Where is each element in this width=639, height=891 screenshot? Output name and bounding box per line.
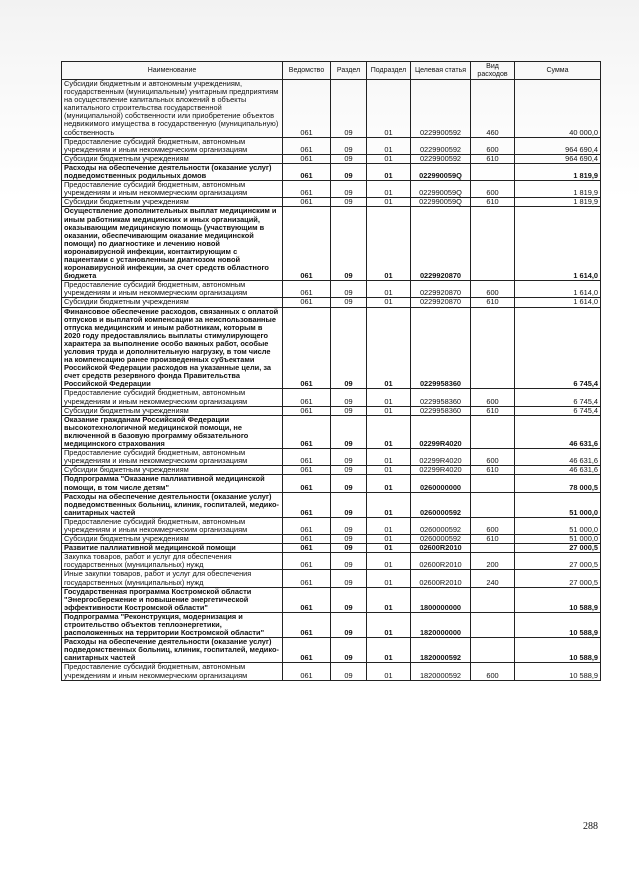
cell-section: 09 xyxy=(331,612,367,637)
cell-type xyxy=(471,475,515,492)
cell-section: 09 xyxy=(331,137,367,154)
cell-subsection: 01 xyxy=(367,466,411,475)
cell-section: 09 xyxy=(331,415,367,448)
cell-type: 600 xyxy=(471,449,515,466)
cell-name: Расходы на обеспечение деятельности (оказание услуг) подведомственных родильных домов xyxy=(62,163,283,180)
header-section: Раздел xyxy=(331,62,367,80)
cell-target: 0229920870 xyxy=(411,207,471,281)
cell-dept: 061 xyxy=(283,137,331,154)
cell-name: Предоставление субсидий бюджетным, автономным учреждениям и иным некоммерческим организациям xyxy=(62,181,283,198)
cell-target: 02600R2010 xyxy=(411,544,471,553)
cell-section: 09 xyxy=(331,570,367,587)
cell-type xyxy=(471,163,515,180)
cell-subsection: 01 xyxy=(367,298,411,307)
cell-section: 09 xyxy=(331,663,367,680)
cell-type: 240 xyxy=(471,570,515,587)
header-target: Целевая статья xyxy=(411,62,471,80)
cell-type: 600 xyxy=(471,181,515,198)
cell-name: Оказание гражданам Российской Федерации высокотехнологичной медицинской помощи, не включенной в базовую программу обязательного медицинского страхования xyxy=(62,415,283,448)
header-name: Наименование xyxy=(62,62,283,80)
cell-dept: 061 xyxy=(283,612,331,637)
cell-section: 09 xyxy=(331,517,367,534)
cell-section: 09 xyxy=(331,553,367,570)
header-subsection: Подраздел xyxy=(367,62,411,80)
header-type: Вид расходов xyxy=(471,62,515,80)
cell-name: Иные закупки товаров, работ и услуг для обеспечения государственных (муниципальных) нужд xyxy=(62,570,283,587)
cell-name: Финансовое обеспечение расходов, связанных с оплатой отпусков и выплатой компенсации за неиспользованные отпуска медицинским и иным работникам, которым в 2020 году предоставлялись выплаты стимулирующего характера за выполнение особо важных работ, особые условия труда и дополнительную нагрузку, в том числе на компенсацию ранее произведенных субъектами Российской Федерации расходов на указанные цели, за счет средств резервного фонда Правительства Российской Федерации xyxy=(62,307,283,389)
cell-type: 460 xyxy=(471,80,515,138)
table-row xyxy=(62,154,601,163)
cell-type xyxy=(471,415,515,448)
cell-dept: 061 xyxy=(283,492,331,517)
cell-target: 1820000592 xyxy=(411,663,471,680)
cell-name: Подпрограмма "Оказание паллиативной медицинской помощи, в том числе детям" xyxy=(62,475,283,492)
cell-target: 1820000592 xyxy=(411,638,471,663)
cell-subsection: 01 xyxy=(367,80,411,138)
cell-sum: 27 000,5 xyxy=(515,553,601,570)
cell-type: 610 xyxy=(471,535,515,544)
table-row xyxy=(62,612,601,637)
cell-dept: 061 xyxy=(283,587,331,612)
cell-sum: 51 000,0 xyxy=(515,535,601,544)
table-header-row xyxy=(62,62,601,80)
table-row xyxy=(62,307,601,389)
cell-sum: 1 614,0 xyxy=(515,281,601,298)
cell-subsection: 01 xyxy=(367,137,411,154)
cell-target: 1800000000 xyxy=(411,587,471,612)
cell-subsection: 01 xyxy=(367,154,411,163)
cell-name: Предоставление субсидий бюджетным, автономным учреждениям и иным некоммерческим организациям xyxy=(62,449,283,466)
cell-target: 02600R2010 xyxy=(411,570,471,587)
cell-sum: 51 000,0 xyxy=(515,492,601,517)
cell-name: Субсидии бюджетным учреждениям xyxy=(62,154,283,163)
cell-sum: 10 588,9 xyxy=(515,612,601,637)
cell-type xyxy=(471,207,515,281)
cell-type: 600 xyxy=(471,663,515,680)
cell-name: Субсидии бюджетным и автономным учреждениям, государственным (муниципальным) унитарным предприятиям на осуществление капитальных вложений в объекты капитального строительства государственной (муниципальной) собственности или приобретение объектов недвижимого имущества в государственную (муниципальную) собственность xyxy=(62,80,283,138)
table-row xyxy=(62,198,601,207)
cell-subsection: 01 xyxy=(367,406,411,415)
cell-sum: 1 614,0 xyxy=(515,207,601,281)
cell-section: 09 xyxy=(331,307,367,389)
cell-section: 09 xyxy=(331,154,367,163)
table-row xyxy=(62,553,601,570)
cell-dept: 061 xyxy=(283,298,331,307)
cell-dept: 061 xyxy=(283,181,331,198)
cell-name: Расходы на обеспечение деятельности (оказание услуг) подведомственных больниц, клиник, госпиталей, медико-санитарных частей xyxy=(62,638,283,663)
cell-target: 02299R4020 xyxy=(411,466,471,475)
cell-name: Субсидии бюджетным учреждениям xyxy=(62,298,283,307)
cell-subsection: 01 xyxy=(367,181,411,198)
cell-section: 09 xyxy=(331,80,367,138)
cell-dept: 061 xyxy=(283,475,331,492)
cell-dept: 061 xyxy=(283,207,331,281)
budget-table xyxy=(61,61,601,681)
cell-type xyxy=(471,544,515,553)
cell-sum: 46 631,6 xyxy=(515,415,601,448)
cell-dept: 061 xyxy=(283,544,331,553)
cell-target: 0260000592 xyxy=(411,517,471,534)
cell-name: Предоставление субсидий бюджетным, автономным учреждениям и иным некоммерческим организациям xyxy=(62,281,283,298)
cell-type xyxy=(471,307,515,389)
cell-name: Осуществление дополнительных выплат медицинским и иным работникам медицинских и иных организаций, оказывающим медицинскую помощь (участвующим в оказании, обеспечивающим оказание медицинской помощи) по диагностике и лечению новой коронавирусной инфекции, контактирующим с пациентами с установленным диагнозом новой коронавирусной инфекции, за счет средств областного бюджета xyxy=(62,207,283,281)
cell-dept: 061 xyxy=(283,553,331,570)
cell-sum: 46 631,6 xyxy=(515,449,601,466)
table-row xyxy=(62,663,601,680)
cell-sum: 1 819,9 xyxy=(515,181,601,198)
cell-target: 0260000592 xyxy=(411,535,471,544)
cell-section: 09 xyxy=(331,181,367,198)
cell-subsection: 01 xyxy=(367,163,411,180)
table-body xyxy=(62,80,601,681)
table-row xyxy=(62,298,601,307)
cell-type xyxy=(471,612,515,637)
cell-sum: 78 000,5 xyxy=(515,475,601,492)
cell-section: 09 xyxy=(331,389,367,406)
table-row xyxy=(62,389,601,406)
header-dept: Ведомство xyxy=(283,62,331,80)
cell-name: Предоставление субсидий бюджетным, автономным учреждениям и иным некоммерческим организациям xyxy=(62,389,283,406)
cell-target: 1820000000 xyxy=(411,612,471,637)
cell-sum: 10 588,9 xyxy=(515,638,601,663)
cell-dept: 061 xyxy=(283,154,331,163)
cell-target: 0229900592 xyxy=(411,137,471,154)
table-row xyxy=(62,163,601,180)
cell-name: Субсидии бюджетным учреждениям xyxy=(62,535,283,544)
cell-target: 0229900592 xyxy=(411,154,471,163)
cell-section: 09 xyxy=(331,207,367,281)
cell-target: 02299R4020 xyxy=(411,449,471,466)
cell-type: 610 xyxy=(471,406,515,415)
cell-subsection: 01 xyxy=(367,415,411,448)
cell-name: Подпрограмма "Реконструкция, модернизация и строительство объектов теплоэнергетики, расположенных на территории Костромской области" xyxy=(62,612,283,637)
cell-sum: 6 745,4 xyxy=(515,307,601,389)
cell-type: 600 xyxy=(471,517,515,534)
header-sum: Сумма xyxy=(515,62,601,80)
cell-type: 200 xyxy=(471,553,515,570)
table-row xyxy=(62,137,601,154)
cell-subsection: 01 xyxy=(367,517,411,534)
cell-type xyxy=(471,492,515,517)
cell-type: 610 xyxy=(471,154,515,163)
cell-sum: 40 000,0 xyxy=(515,80,601,138)
cell-sum: 51 000,0 xyxy=(515,517,601,534)
cell-target: 0229920870 xyxy=(411,298,471,307)
cell-subsection: 01 xyxy=(367,198,411,207)
cell-section: 09 xyxy=(331,492,367,517)
cell-subsection: 01 xyxy=(367,207,411,281)
cell-dept: 061 xyxy=(283,449,331,466)
cell-target: 0260000592 xyxy=(411,492,471,517)
table-row xyxy=(62,492,601,517)
table-row xyxy=(62,535,601,544)
cell-dept: 061 xyxy=(283,663,331,680)
cell-subsection: 01 xyxy=(367,587,411,612)
cell-dept: 061 xyxy=(283,198,331,207)
cell-section: 09 xyxy=(331,544,367,553)
cell-section: 09 xyxy=(331,475,367,492)
cell-sum: 1 819,9 xyxy=(515,198,601,207)
cell-name: Субсидии бюджетным учреждениям xyxy=(62,466,283,475)
cell-type: 600 xyxy=(471,389,515,406)
cell-sum: 1 819,9 xyxy=(515,163,601,180)
cell-name: Субсидии бюджетным учреждениям xyxy=(62,406,283,415)
cell-sum: 6 745,4 xyxy=(515,406,601,415)
table-row xyxy=(62,181,601,198)
cell-subsection: 01 xyxy=(367,544,411,553)
cell-name: Предоставление субсидий бюджетным, автономным учреждениям и иным некоммерческим организациям xyxy=(62,137,283,154)
cell-type: 610 xyxy=(471,298,515,307)
cell-target: 022990059Q xyxy=(411,181,471,198)
page-number: 288 xyxy=(583,821,598,832)
cell-sum: 27 000,5 xyxy=(515,544,601,553)
table-row xyxy=(62,466,601,475)
cell-dept: 061 xyxy=(283,307,331,389)
cell-subsection: 01 xyxy=(367,307,411,389)
cell-dept: 061 xyxy=(283,80,331,138)
cell-sum: 46 631,6 xyxy=(515,466,601,475)
cell-sum: 964 690,4 xyxy=(515,154,601,163)
cell-section: 09 xyxy=(331,163,367,180)
table-row xyxy=(62,570,601,587)
cell-target: 0229958360 xyxy=(411,307,471,389)
cell-type xyxy=(471,587,515,612)
table-row xyxy=(62,517,601,534)
cell-dept: 061 xyxy=(283,389,331,406)
cell-type: 610 xyxy=(471,198,515,207)
cell-sum: 6 745,4 xyxy=(515,389,601,406)
table-row xyxy=(62,544,601,553)
cell-section: 09 xyxy=(331,198,367,207)
table-row xyxy=(62,638,601,663)
cell-target: 022990059Q xyxy=(411,163,471,180)
cell-type: 600 xyxy=(471,281,515,298)
cell-sum: 10 588,9 xyxy=(515,663,601,680)
cell-subsection: 01 xyxy=(367,612,411,637)
table-row xyxy=(62,475,601,492)
cell-name: Развитие паллиативной медицинской помощи xyxy=(62,544,283,553)
cell-type xyxy=(471,638,515,663)
table-row xyxy=(62,207,601,281)
cell-target: 0229958360 xyxy=(411,389,471,406)
cell-dept: 061 xyxy=(283,163,331,180)
cell-subsection: 01 xyxy=(367,389,411,406)
cell-sum: 1 614,0 xyxy=(515,298,601,307)
cell-section: 09 xyxy=(331,466,367,475)
cell-target: 0229958360 xyxy=(411,406,471,415)
cell-target: 0229920870 xyxy=(411,281,471,298)
cell-name: Расходы на обеспечение деятельности (оказание услуг) подведомственных больниц, клиник, госпиталей, медико-санитарных частей xyxy=(62,492,283,517)
cell-sum: 10 588,9 xyxy=(515,587,601,612)
cell-subsection: 01 xyxy=(367,475,411,492)
cell-dept: 061 xyxy=(283,466,331,475)
cell-section: 09 xyxy=(331,406,367,415)
cell-section: 09 xyxy=(331,638,367,663)
cell-name: Предоставление субсидий бюджетным, автономным учреждениям и иным некоммерческим организациям xyxy=(62,663,283,680)
cell-name: Закупка товаров, работ и услуг для обеспечения государственных (муниципальных) нужд xyxy=(62,553,283,570)
cell-section: 09 xyxy=(331,281,367,298)
cell-dept: 061 xyxy=(283,415,331,448)
cell-target: 02299R4020 xyxy=(411,415,471,448)
cell-target: 0229900592 xyxy=(411,80,471,138)
cell-subsection: 01 xyxy=(367,570,411,587)
cell-subsection: 01 xyxy=(367,535,411,544)
cell-subsection: 01 xyxy=(367,492,411,517)
table-row xyxy=(62,587,601,612)
cell-dept: 061 xyxy=(283,570,331,587)
cell-dept: 061 xyxy=(283,281,331,298)
cell-section: 09 xyxy=(331,535,367,544)
table-row xyxy=(62,406,601,415)
cell-target: 0260000000 xyxy=(411,475,471,492)
cell-subsection: 01 xyxy=(367,449,411,466)
table-row xyxy=(62,80,601,138)
cell-name: Предоставление субсидий бюджетным, автономным учреждениям и иным некоммерческим организациям xyxy=(62,517,283,534)
cell-sum: 964 690,4 xyxy=(515,137,601,154)
cell-section: 09 xyxy=(331,449,367,466)
cell-subsection: 01 xyxy=(367,663,411,680)
cell-name: Субсидии бюджетным учреждениям xyxy=(62,198,283,207)
cell-section: 09 xyxy=(331,587,367,612)
cell-sum: 27 000,5 xyxy=(515,570,601,587)
cell-type: 600 xyxy=(471,137,515,154)
cell-type: 610 xyxy=(471,466,515,475)
table-row xyxy=(62,449,601,466)
table-row xyxy=(62,415,601,448)
cell-dept: 061 xyxy=(283,535,331,544)
cell-target: 02600R2010 xyxy=(411,553,471,570)
cell-subsection: 01 xyxy=(367,553,411,570)
table-row xyxy=(62,281,601,298)
cell-dept: 061 xyxy=(283,406,331,415)
cell-subsection: 01 xyxy=(367,281,411,298)
cell-dept: 061 xyxy=(283,638,331,663)
cell-section: 09 xyxy=(331,298,367,307)
cell-subsection: 01 xyxy=(367,638,411,663)
cell-target: 022990059Q xyxy=(411,198,471,207)
cell-dept: 061 xyxy=(283,517,331,534)
cell-name: Государственная программа Костромской области "Энергосбережение и повышение энергетической эффективности Костромской области" xyxy=(62,587,283,612)
